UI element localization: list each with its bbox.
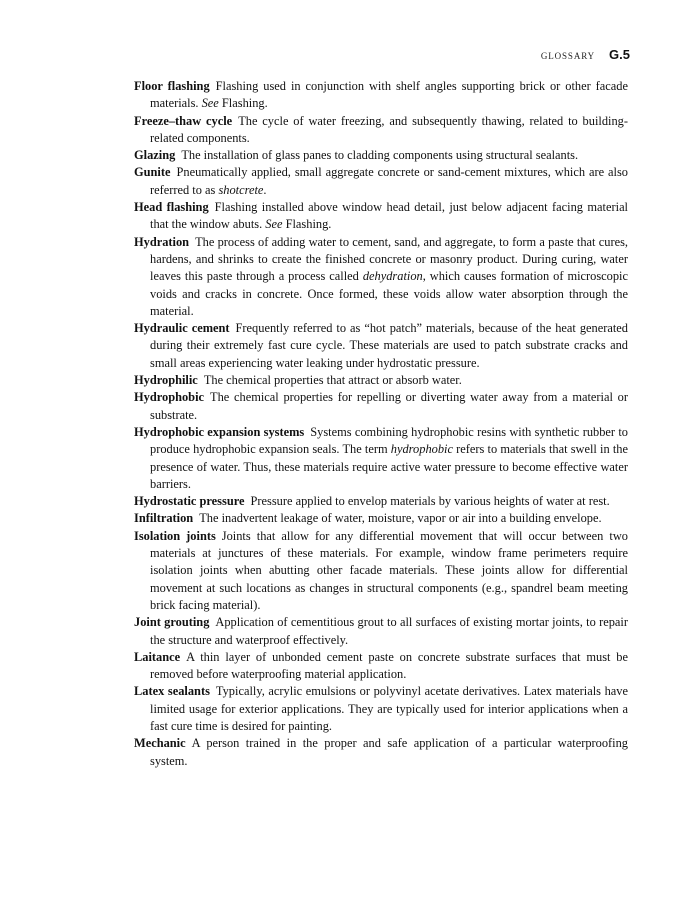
glossary-term: Hydrophobic expansion systems [134, 424, 305, 439]
glossary-entry-laitance [134, 649, 628, 684]
definition-text: Flashing used in conjunction with shelf angles supporting brick or other facade materials. [150, 79, 628, 111]
glossary-list [134, 78, 628, 770]
running-head [541, 47, 630, 62]
definition-text: The inadvertent leakage of water, moisture, vapor or air into a building envelope. [199, 511, 602, 526]
definition-text: The installation of glass panes to cladding components using structural sealants. [181, 148, 579, 163]
glossary-entry-mechanic [134, 735, 628, 770]
glossary-entry-gunite [134, 164, 628, 199]
definition-text: Flashing. [218, 96, 268, 111]
glossary-term: Isolation joints [134, 528, 216, 543]
glossary-term: Glazing [134, 148, 176, 163]
definition-text: . [263, 182, 267, 197]
glossary-entry-latex-sealants [134, 683, 628, 735]
page-number: G.5 [609, 47, 630, 62]
definition-text: Flashing installed above window head detail, just below adjacent facing material that the window abuts. [150, 200, 629, 232]
glossary-term: Hydration [134, 234, 190, 249]
glossary-entry-isolation-joints [134, 528, 628, 614]
definition-text: A person trained in the proper and safe application of a particular waterproofing system. [150, 736, 628, 768]
glossary-entry-hydration [134, 234, 628, 320]
glossary-entry-joint-grouting [134, 614, 628, 649]
glossary-entry-hydrostatic-pressure [134, 493, 628, 510]
definition-text: The cycle of water freezing, and subsequently thawing, related to building-related components. [150, 113, 628, 145]
definition-text: A thin layer of unbonded cement paste on concrete substrate surfaces that must be removed before waterproofing material application. [150, 649, 628, 682]
glossary-term: Floor flashing [134, 79, 210, 93]
definition-text: Application of cementitious grout to all surfaces of existing mortar joints, to repair the structure and waterproof effectively. [150, 615, 628, 647]
definition-text: Typically, acrylic emulsions or polyvinyl acetate derivatives. Latex materials have limited usage for exterior applications. They are typically used for interior applications when a fast cure time is desired for painting. [150, 684, 629, 733]
glossary-term: Gunite [134, 165, 171, 180]
glossary-entry-freeze-thaw-cycle [134, 113, 628, 148]
definition-text: The chemical properties for repelling or diverting water away from a material or substrate. [150, 390, 628, 422]
definition-text: , which causes formation of microscopic voids and cracks in concrete. Once formed, these voids allow water absorption through the material. [150, 269, 628, 318]
definition-text: Frequently referred to as “hot patch” materials, because of the heat generated during their extremely fast cure cycle. These materials are used to patch substrate cracks and small areas experiencing water leaking under hydrostatic pressure. [150, 321, 628, 370]
glossary-entry-hydraulic-cement [134, 320, 628, 372]
definition-text: Pressure applied to envelop materials by various heights of water at rest. [250, 494, 610, 509]
definition-emphasis: shotcrete [218, 182, 264, 197]
glossary-term: Joint grouting [134, 615, 210, 630]
glossary-entry-hydrophobic [134, 389, 628, 424]
glossary-entry-floor-flashing [134, 78, 628, 113]
glossary-term: Mechanic [134, 736, 186, 751]
definition-emphasis: See [201, 96, 219, 111]
glossary-entry-glazing [134, 147, 628, 164]
glossary-term: Head flashing [134, 200, 209, 215]
definition-text: Joints that allow for any differential movement that will occur between two materials at junctures of these materials. For example, window frame perimeters require isolation joints when abutting other facade materials. These joints allow for differential movement at such locations as changes in structural components (e.g., spandrel beam meeting brick facing material). [150, 528, 628, 612]
glossary-entry-hydrophobic-expansion-systems [134, 424, 628, 493]
glossary-term: Hydrophobic [134, 390, 205, 405]
glossary-term: Infiltration [134, 511, 194, 526]
glossary-term: Hydraulic cement [134, 321, 230, 336]
glossary-term: Hydrophilic [134, 373, 198, 388]
section-label: GLOSSARY [540, 51, 596, 61]
definition-emphasis: hydrophobic [390, 442, 453, 457]
definition-text: The process of adding water to cement, sand, and aggregate, to form a paste that cures, hardens, and shrinks to create the finished concrete or masonry product. During curing, water leaves this paste through a process called [150, 234, 628, 284]
glossary-term: Latex sealants [134, 684, 210, 699]
glossary-entry-infiltration [134, 510, 628, 527]
glossary-entry-head-flashing [134, 199, 628, 234]
definition-emphasis: See [265, 217, 283, 232]
definition-text: The chemical properties that attract or absorb water. [203, 373, 462, 388]
definition-text: Systems combining hydrophobic resins with synthetic rubber to produce hydrophobic expansion seals. The term [150, 424, 628, 457]
glossary-term: Hydrostatic pressure [134, 494, 245, 509]
definition-emphasis: dehydration [362, 269, 423, 284]
definition-text: Pneumatically applied, small aggregate concrete or sand-cement mixtures, which are also referred to as [150, 165, 628, 197]
definition-text: Flashing. [282, 217, 332, 232]
definition-text: refers to materials that swell in the presence of water. Thus, these materials require active water pressure to become effective water barriers. [150, 442, 628, 491]
glossary-term: Freeze–thaw cycle [134, 113, 233, 128]
glossary-term: Laitance [134, 649, 181, 664]
glossary-entry-hydrophilic [134, 372, 628, 389]
